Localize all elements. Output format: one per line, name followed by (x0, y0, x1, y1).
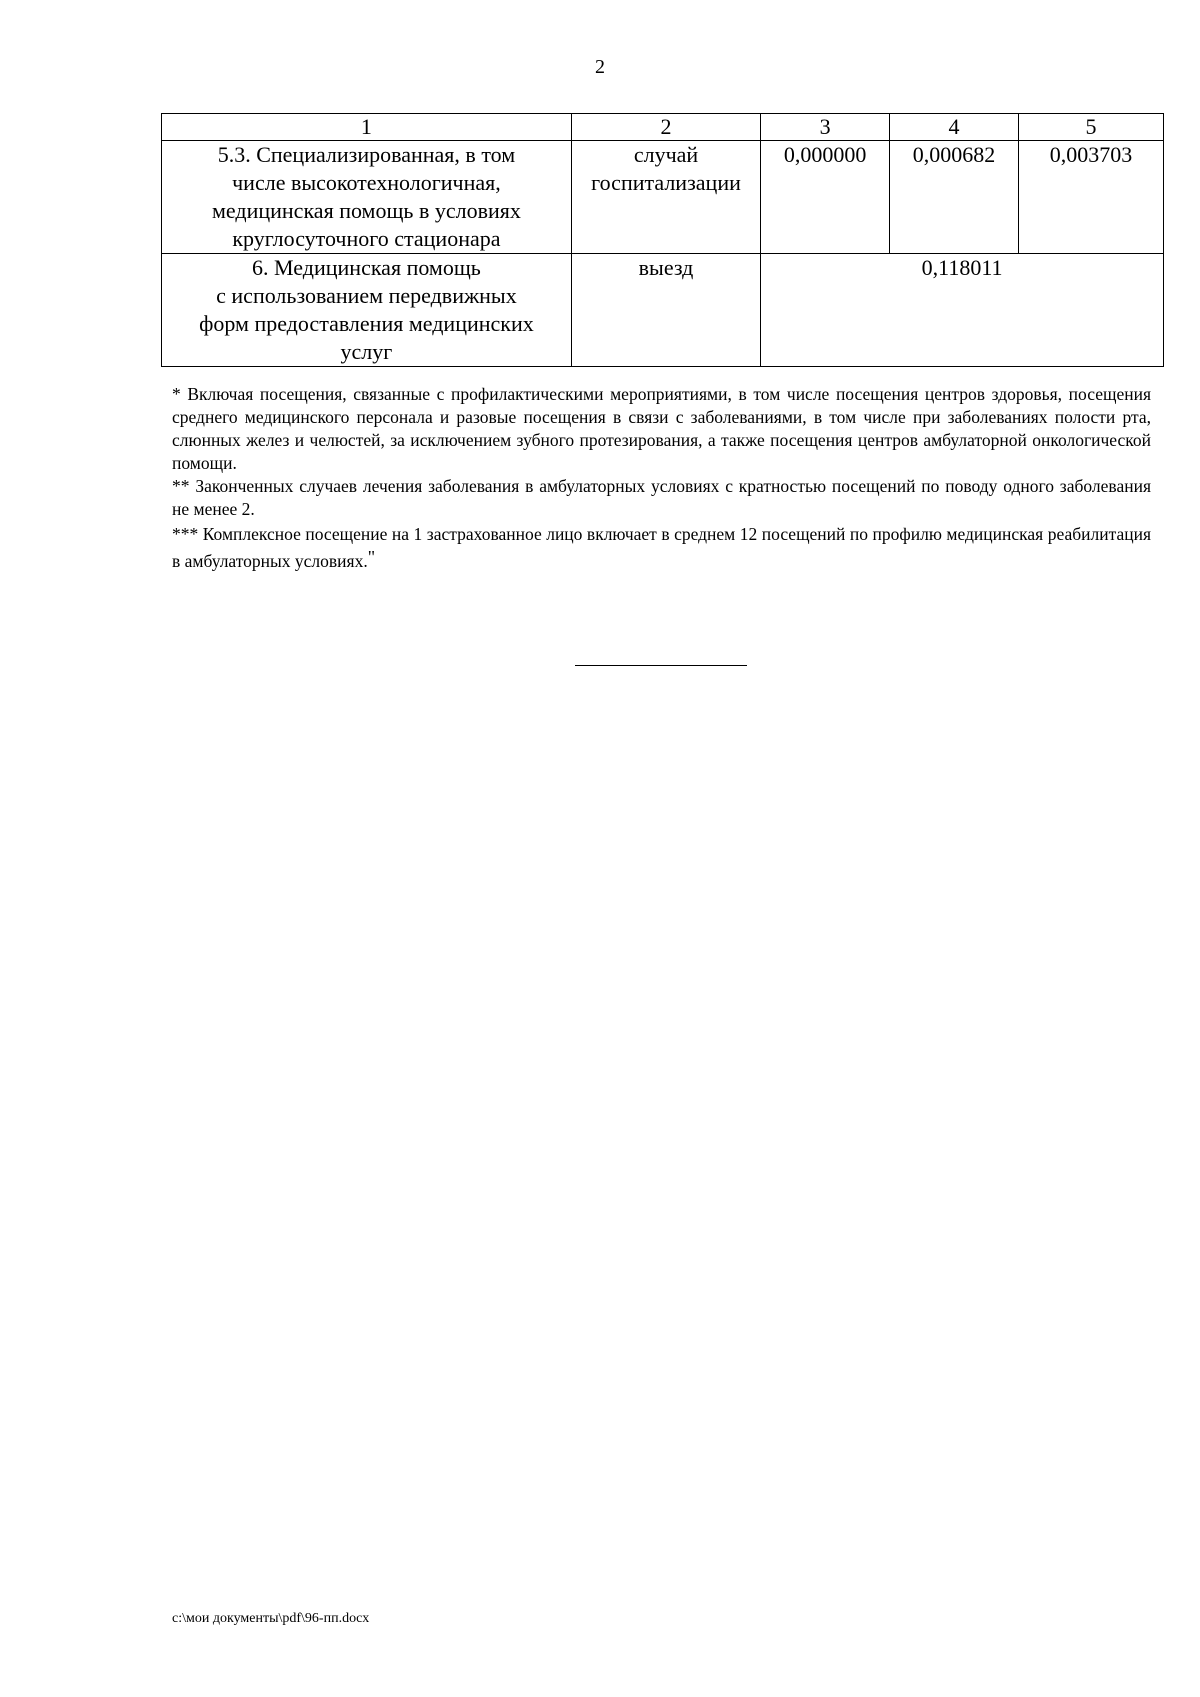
row-value-cell: 0,003703 (1018, 141, 1163, 254)
footnote-2: ** Законченных случаев лечения заболевания в амбулаторных условиях с кратностью посещений по поводу одного заболевания не менее 2. (172, 476, 1151, 519)
row-name-cell: 6. Медицинская помощь с использованием передвижных форм предоставления медицинских услуг (162, 254, 572, 367)
indicators-table (161, 113, 1164, 367)
footnotes (172, 383, 1151, 573)
row-unit-cell: случай госпитализации (571, 141, 760, 254)
table-row (162, 141, 1164, 254)
closing-quote-mark: " (367, 547, 376, 567)
page-number: 2 (595, 56, 605, 78)
row-merged-value-cell: 0,118011 (761, 254, 1164, 367)
footnote-1: * Включая посещения, связанные с профилактическими мероприятиями, в том числе посещения центров здоровья, посещения среднего медицинского персонала и разовые посещения в связи с заболеваниями, в том числе при заболеваниях полости рта, слюнных желез и челюстей, за исключением зубного протезирования, а также посещения центров амбулаторной онкологической помощи. (172, 384, 1151, 473)
column-number-1: 1 (162, 114, 572, 141)
column-number-2: 2 (571, 114, 760, 141)
footer-file-path: c:\мои документы\pdf\96-пп.docx (172, 1611, 370, 1626)
footnote-3 (172, 523, 1151, 573)
row-value-cell: 0,000000 (761, 141, 890, 254)
footnote-3-text: *** Комплексное посещение на 1 застрахованное лицо включает в среднем 12 посещений по профилю медицинская реабилитация в амбулаторных условиях. (172, 524, 1151, 571)
row-name-cell: 5.3. Специализированная, в том числе высокотехнологичная, медицинская помощь в условиях круглосуточного стационара (162, 141, 572, 254)
table-header-row (162, 114, 1164, 141)
column-number-3: 3 (761, 114, 890, 141)
end-of-document-rule (575, 665, 747, 666)
row-value-cell: 0,000682 (890, 141, 1019, 254)
row-unit-cell: выезд (571, 254, 760, 367)
table-row (162, 254, 1164, 367)
column-number-4: 4 (890, 114, 1019, 141)
column-number-5: 5 (1018, 114, 1163, 141)
